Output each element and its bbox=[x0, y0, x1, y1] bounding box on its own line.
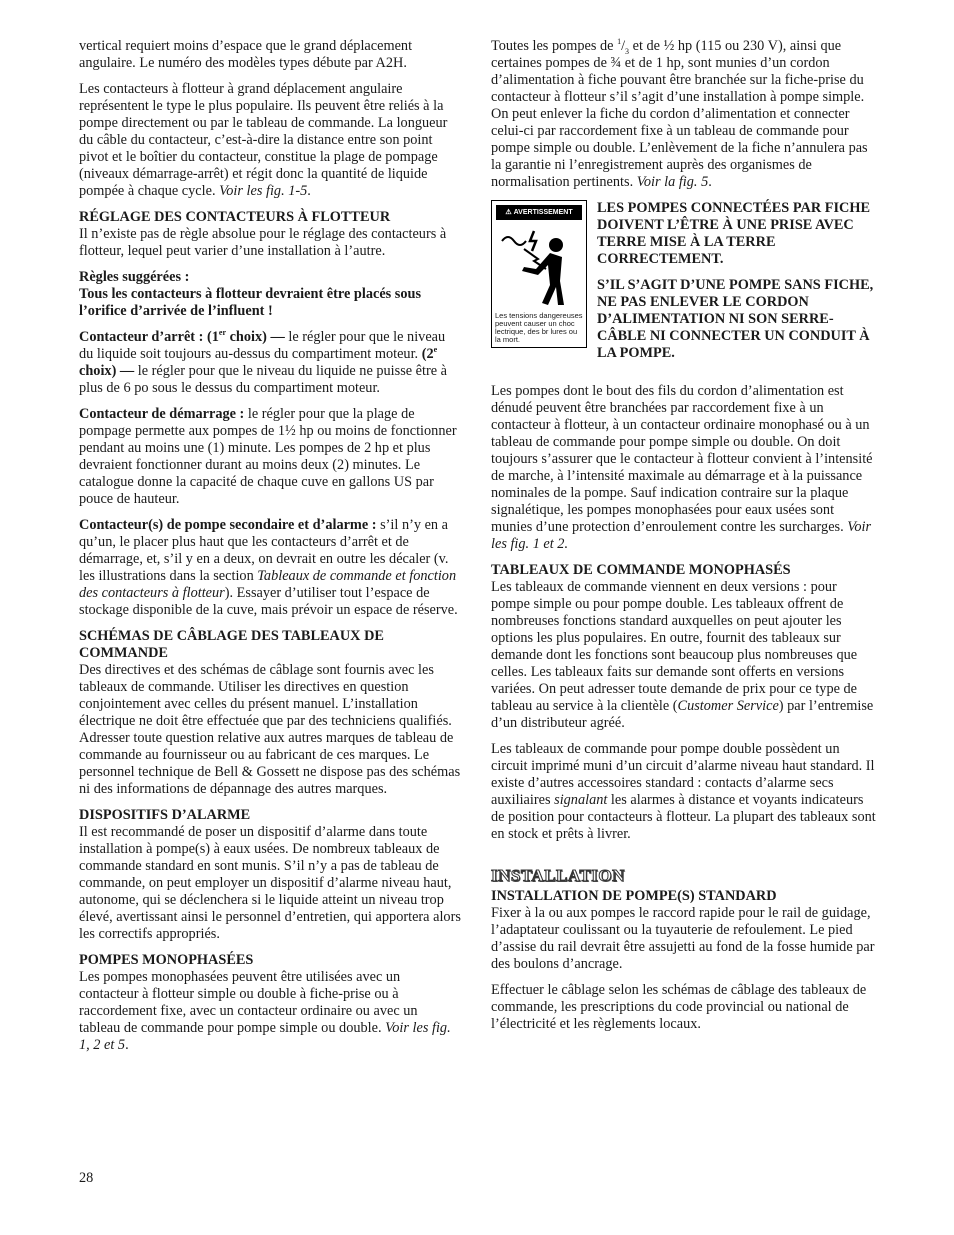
warning-label-box bbox=[491, 200, 587, 348]
paragraph: Il est recommandé de poser un dispositif d’alarme dans toute installation à pompe(s) à eaux usées. De nombreux tableaux de commande standard en sont munis. S’il n’y a pas de tableau de commande, on peut employer un dispositif d’alarme niveau haut, autonome, qui se déclenchera si le liquide atteint un niveau trop élevé, avertissant ainsi le personnel d’entretien, qui apportera alors les correctifs appropriés. bbox=[79, 824, 461, 942]
section-heading: SCHÉMAS DE CÂBLAGE DES TABLEAUX DE COMMANDE bbox=[79, 628, 384, 661]
paragraph: Les contacteurs à flotteur à grand déplacement angulaire représentent le type le plus populaire. Ils peuvent être reliés à la pompe directement ou par le tableau de commande. La longueur du câble du contacteur, c’est-à-dire la distance entre son point pivot et le boîtier du contacteur, constitue la plage de pompage (niveaux démarrage-arrêt) et régit donc la quantité de liquide pompée à chaque cycle. Voir les fig. 1-5. bbox=[79, 81, 448, 199]
paragraph-start-switch: Contacteur de démarrage : le régler pour que la plage de pompage permette aux pompes de 1½ hp ou moins de fonctionner pendant au moins une (1) minute. Les pompes de 2 hp et plus devraient fonctionner durant au moins deux (2) minutes. Le catalogue donne la capacité de chaque cuve en gallons US par pouce de hauteur. bbox=[79, 406, 457, 507]
paragraph: Des directives et des schémas de câblage sont fournis avec les tableaux de commande. Utiliser les directives en question conjointement avec celles du présent manuel. L’installation électrique ne doit être effectuée que par des techniciens qualifiés. Adresser toute question relative aux autres marques de tableau de commande au fournisseur ou au fabricant de ces marques. Le personnel technique de Bell & Gossett ne dispose pas des schémas ni des informations de dépannage des autres marques. bbox=[79, 662, 461, 797]
warning-triangle-icon: ⚠ bbox=[505, 209, 512, 216]
warning-block bbox=[491, 200, 877, 371]
paragraph-stop-switch: Contacteur d’arrêt : (1er choix) — le régler pour que le niveau du liquide soit toujours au-dessus du compartiment moteur. (2e choix) — le régler pour que le niveau du liquide ne puisse être à plus de 6 po sous le dessus du compartiment moteur. bbox=[79, 328, 448, 396]
warning-line: S’IL S’AGIT D’UNE POMPE SANS FICHE, NE PAS ENLEVER LE CORDON D’ALIMENTATION NI SON SERRE-CÂBLE NI CONNECTER UN CONDUIT À LA POMPE. bbox=[597, 277, 874, 361]
section-heading: RÉGLAGE DES CONTACTEURS À FLOTTEUR bbox=[79, 209, 391, 225]
paragraph: Fixer à la ou aux pompes le raccord rapide pour le rail de guidage, l’adaptateur coulissant ou la tuyauterie de refoulement. Le pied d’assise du rail devrait être assujetti au fond de la fosse humide par des boulons d’ancrage. bbox=[491, 905, 875, 972]
paragraph: Effectuer le câblage selon les schémas de câblage des tableaux de commande, les prescriptions du code provincial ou national de l’électricité et les règlements locaux. bbox=[491, 982, 867, 1032]
paragraph: Toutes les pompes de $^1/_3$ et de ½ hp (115 ou 230 V), ainsi que certaines pompes de ¾ et de 1 hp, sont munies d’un cordon d’alimentation à fiche pouvant être branchée sur la fiche-prise du contacteur à flotteur s’il s’agit d’une installation à pompe simple. On peut enlever la fiche du cordon d’alimentation et connecter celui-ci par raccordement fixe à un tableau de commande pour pompe simple ou double. L’enlèvement de la fiche n’annulera pas la garantie ni l’enregistrement auprès des organismes de normalisation pertinents. Voir la fig. 5. bbox=[491, 37, 868, 190]
paragraph-alarm-switch: Contacteur(s) de pompe secondaire et d’alarme : s’il n’y en a qu’un, le placer plus haut que les contacteurs d’arrêt et de démarrage, et, s’il y en a deux, on devrait en outre les décaler (v. les illustrations dans la section Tableaux de commande et fonction des contacteurs à flotteur). Essayer d’utiliser tout l’espace de stockage disponible de la cuve, mais prévoir un espace de réserve. bbox=[79, 517, 458, 618]
section-heading: POMPES MONOPHASÉES bbox=[79, 952, 254, 968]
warning-header: ⚠ AVERTISSEMENT bbox=[496, 205, 582, 220]
section-heading: DISPOSITIFS D’ALARME bbox=[79, 807, 251, 823]
warning-line: LES POMPES CONNECTÉES PAR FICHE DOIVENT L’ÊTRE À UNE PRISE AVEC TERRE MISE À LA TERRE CORRECTEMENT. bbox=[597, 200, 871, 267]
paragraph: Les tableaux de commande viennent en deux versions : pour pompe simple ou pour pompe double. Les tableaux offrent de nombreuses fonctions standard auxquelles on peut ajouter les options les plus populaires. En outre, fournit des tableaux sur demande dont les fonctions sont beaucoup plus nombreuses que celles. Les tableaux faits sur demande sont offerts en versions variées. On peut adresser toute demande de prix pour ce type de tableau au service à la clientèle (Customer Service) par l’entremise d’un distributeur agréé. bbox=[491, 579, 874, 731]
section-heading: TABLEAUX DE COMMANDE MONOPHASÉS bbox=[491, 562, 791, 578]
page-number: 28 bbox=[79, 1170, 94, 1186]
paragraph: Les pompes monophasées peuvent être utilisées avec un contacteur à flotteur simple ou double à fiche-prise ou à raccordement fixe, avec un contacteur ordinaire ou avec un tableau de commande pour pompe simple ou double. Voir les fig. 1, 2 et 5. bbox=[79, 969, 451, 1053]
paragraph: vertical requiert moins d’espace que le grand déplacement angulaire. Le numéro des modèles types débute par A2H. bbox=[79, 38, 413, 71]
section-heading: INSTALLATION DE POMPE(S) STANDARD bbox=[491, 888, 777, 904]
paragraph: Il n’existe pas de règle absolue pour le réglage des contacteurs à flotteur, lequel peut varier d’une installation à l’autre. bbox=[79, 226, 447, 259]
paragraph: Les pompes dont le bout des fils du cordon d’alimentation est dénudé peuvent être branchées par raccordement fixe à un contacteur à flotteur, à un contacteur ordinaire monophasé ou à un tableau de commande pour pompe simple ou double. On doit toujours s’assurer que le contacteur à flotteur convient à l’intensité de marche, à l’intensité maximale au démarrage et à la puissance nominales de la pompe. Sauf indication contraire sur la plaque signalétique, les pompes monophasées pour eaux usées sont munies d’une protection d’enroulement contre les surcharges. Voir les fig. 1 et 2. bbox=[491, 383, 873, 552]
left-column bbox=[79, 38, 461, 1063]
section-title-installation: INSTALLATION bbox=[491, 866, 625, 885]
warning-text bbox=[597, 200, 877, 371]
electric-shock-icon bbox=[494, 223, 584, 313]
paragraph: Les tableaux de commande pour pompe double possèdent un circuit imprimé muni d’un circuit d’alarme niveau haut standard. Il existe d’autres accessoires standard : contacts d’alarme secs auxiliaires signalant les alarmes à distance et voyants indicateurs de position pour contacteurs à flotteur. La plupart des tableaux sont en stock et prêts à livrer. bbox=[491, 741, 876, 842]
right-column bbox=[491, 38, 877, 1042]
warning-caption: Les tensions dangereuses peuvent causer un choc lectrique, des br lures ou la mort. bbox=[495, 311, 583, 344]
rules-block: Règles suggérées : Tous les contacteurs à flotteur devraient être placés sous l’orifice d’arrivée de l’influent ! bbox=[79, 269, 422, 319]
